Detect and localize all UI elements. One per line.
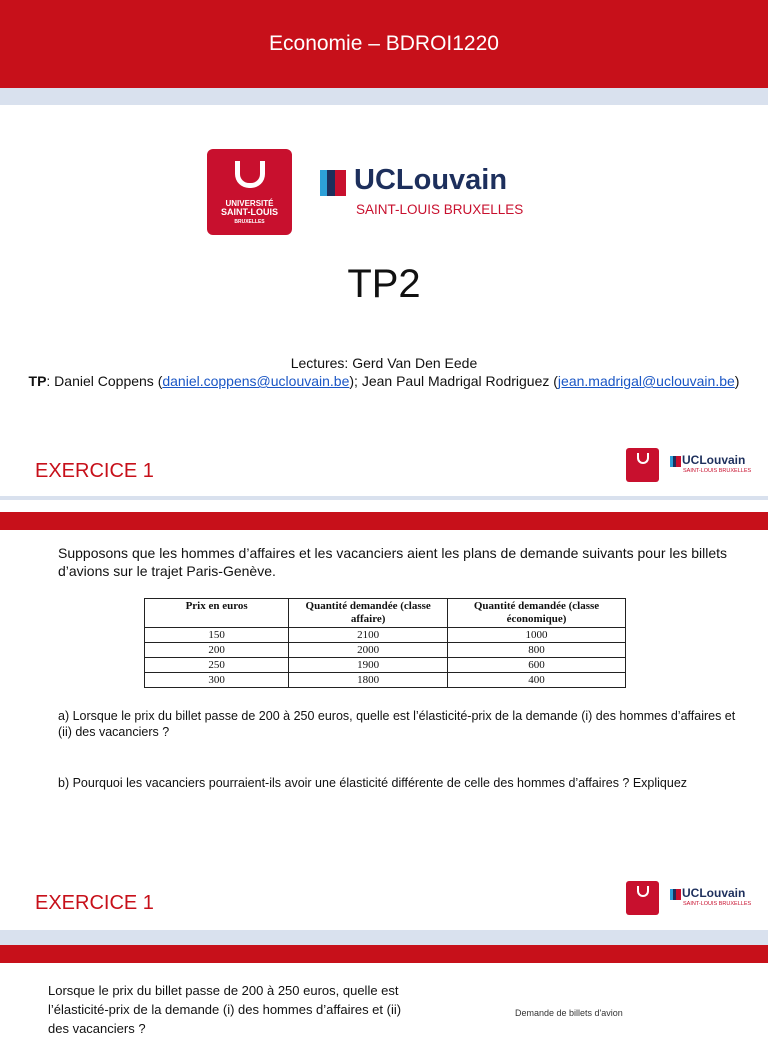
ucl-logo-subtitle-small: SAINT-LOUIS BRUXELLES	[683, 468, 752, 474]
slide-title	[0, 0, 768, 500]
usl-u-icon	[235, 161, 265, 188]
header-divider	[0, 88, 768, 105]
ucl-logo-name-small-2: UCLouvain	[682, 886, 746, 900]
exercise-title-2: EXERCICE 1	[35, 892, 154, 914]
exercise-intro: Supposons que les hommes d’affaires et les vacanciers aient les plans de demande suivants pour les billets d’avions sur le trajet Paris-Genève.	[58, 545, 728, 579]
table-cell: 800	[448, 643, 626, 658]
column-header: Quantité demandée (classe économique)	[448, 599, 626, 628]
table-cell: 1900	[289, 658, 448, 673]
table-cell: 300	[145, 673, 289, 688]
tp-label: TP	[28, 373, 47, 389]
table-header-row	[145, 599, 626, 628]
ucl-logo-name-small: UCLouvain	[682, 453, 746, 467]
table-row	[145, 673, 626, 688]
table-cell: 250	[145, 658, 289, 673]
tp-close: )	[734, 373, 740, 389]
ucl-mark-icon-small-2	[670, 889, 682, 900]
table-row	[145, 658, 626, 673]
ucl-logo-subtitle-small-2: SAINT-LOUIS BRUXELLES	[683, 901, 752, 907]
chart-title: Demande de billets d'avion	[515, 1008, 623, 1018]
ucl-logo-name: UCLouvain	[354, 164, 508, 196]
usl-u-icon-small-2	[637, 886, 649, 897]
usl-logo-line3: BRUXELLES	[234, 218, 265, 225]
email-link-coppens[interactable]: daniel.coppens@uclouvain.be	[162, 373, 350, 389]
question-b: b) Pourquoi les vacanciers pourraient-ils avoir une élasticité différente de celle des hommes d’affaires ? Expliquez	[58, 776, 688, 790]
demand-table	[144, 598, 626, 688]
question-a: a) Lorsque le prix du billet passe de 200 à 250 euros, quelle est l’élasticité-prix de la demande (i) des hommes d’affaires et (ii) des vacanciers ?	[58, 709, 736, 739]
ucl-mark-icon-small	[670, 456, 682, 467]
header-band-3	[0, 945, 768, 963]
ucl-logo-subtitle: SAINT-LOUIS BRUXELLES	[356, 202, 524, 217]
slide3-question: Lorsque le prix du billet passe de 200 à 250 euros, quelle est l’élasticité-prix de la demande (i) des hommes d’affaires et (ii) des vacanciers ?	[48, 983, 402, 1036]
page-title: TP2	[347, 262, 421, 306]
table-row	[145, 628, 626, 643]
exercise-title: EXERCICE 1	[35, 460, 154, 482]
table-cell: 1000	[448, 628, 626, 643]
header-band-2	[0, 512, 768, 530]
email-link-madrigal[interactable]: jean.madrigal@uclouvain.be	[557, 373, 735, 389]
table-cell: 2000	[289, 643, 448, 658]
column-header: Prix en euros	[145, 599, 289, 628]
table-cell: 200	[145, 643, 289, 658]
section-divider-2	[0, 930, 768, 945]
table-cell: 600	[448, 658, 626, 673]
usl-logo-line1: UNIVERSITÉ	[225, 199, 274, 208]
usl-u-icon-small	[637, 453, 649, 464]
usl-logo-small-2	[626, 881, 659, 915]
tp-name-2: ); Jean Paul Madrigal Rodriguez (	[349, 373, 558, 389]
table-cell: 2100	[289, 628, 448, 643]
course-title: Economie – BDROI1220	[269, 32, 499, 55]
table-row	[145, 643, 626, 658]
tp-name-1: : Daniel Coppens (	[46, 373, 163, 389]
usl-logo	[207, 149, 292, 235]
column-header: Quantité demandée (classe affaire)	[289, 599, 448, 628]
usl-logo-line2: SAINT-LOUIS	[220, 207, 278, 218]
table-cell: 150	[145, 628, 289, 643]
lectures-line: Lectures: Gerd Van Den Eede	[290, 355, 478, 371]
ucl-mark-icon	[320, 170, 350, 196]
table-cell: 400	[448, 673, 626, 688]
table-cell: 1800	[289, 673, 448, 688]
usl-logo-small	[626, 448, 659, 482]
tp-contacts-line	[0, 373, 768, 389]
